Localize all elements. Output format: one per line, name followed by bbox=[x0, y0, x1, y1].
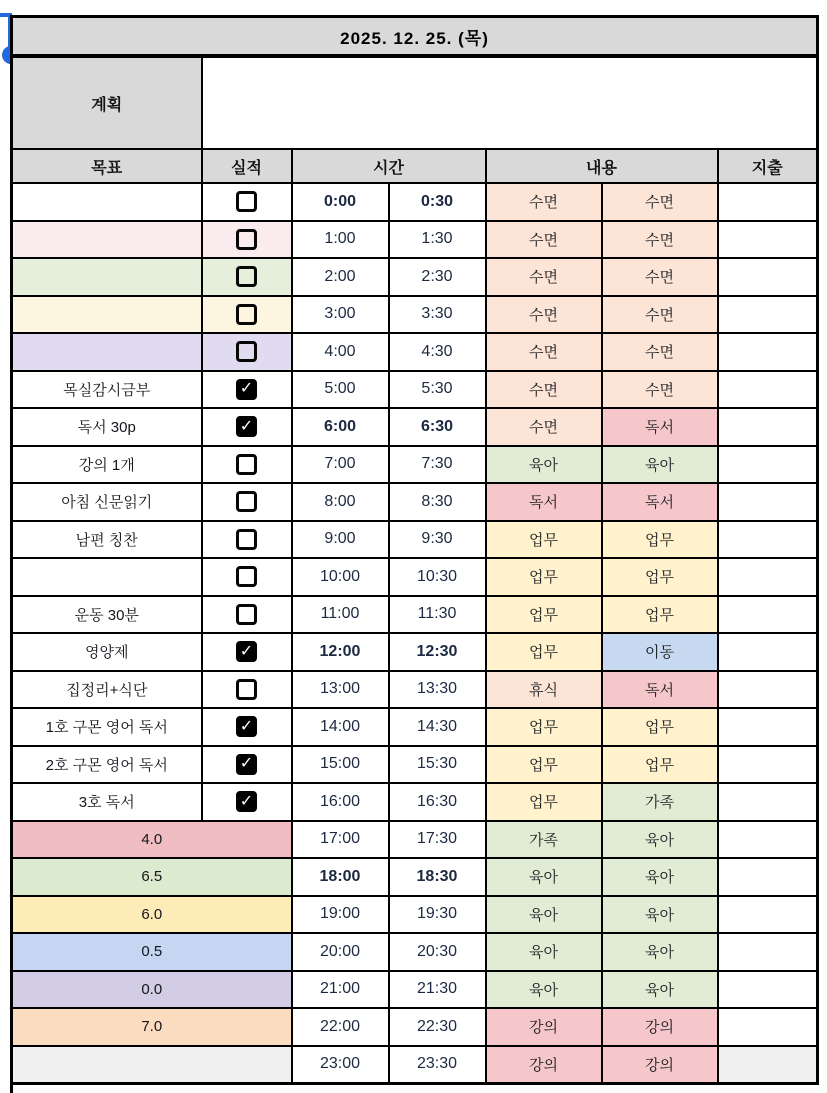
goal-summary-cell[interactable]: 6.0 bbox=[12, 896, 292, 934]
schedule-row bbox=[12, 408, 818, 446]
checkbox-cell[interactable] bbox=[202, 708, 292, 746]
time-cell[interactable]: 16:00 bbox=[292, 783, 389, 821]
time-cell[interactable]: 13:00 bbox=[292, 671, 389, 709]
time-cell[interactable]: 8:30 bbox=[389, 483, 486, 521]
time-cell[interactable]: 21:30 bbox=[389, 971, 486, 1009]
expense-cell[interactable] bbox=[718, 408, 818, 446]
checkbox-cell[interactable] bbox=[202, 671, 292, 709]
content-cell[interactable]: 업무 bbox=[486, 633, 602, 671]
content-cell[interactable]: 업무 bbox=[486, 783, 602, 821]
schedule-row bbox=[12, 746, 818, 784]
content-cell[interactable]: 업무 bbox=[486, 596, 602, 634]
checkbox-cell[interactable] bbox=[202, 746, 292, 784]
content-cell[interactable]: 육아 bbox=[486, 858, 602, 896]
content-cell[interactable]: 수면 bbox=[486, 296, 602, 334]
content-cell[interactable]: 수면 bbox=[602, 221, 718, 259]
goal-cell[interactable] bbox=[12, 221, 202, 259]
expense-cell[interactable] bbox=[718, 896, 818, 934]
time-cell[interactable]: 10:00 bbox=[292, 558, 389, 596]
time-cell[interactable]: 22:30 bbox=[389, 1008, 486, 1046]
content-cell[interactable]: 수면 bbox=[602, 183, 718, 221]
content-cell[interactable]: 수면 bbox=[486, 183, 602, 221]
content-cell[interactable]: 수면 bbox=[602, 333, 718, 371]
goal-cell[interactable]: 집정리+식단 bbox=[12, 671, 202, 709]
expense-cell[interactable] bbox=[718, 971, 818, 1009]
content-cell[interactable]: 강의 bbox=[486, 1046, 602, 1084]
time-cell[interactable]: 6:30 bbox=[389, 408, 486, 446]
schedule-row bbox=[12, 896, 818, 934]
schedule-row bbox=[12, 858, 818, 896]
time-cell[interactable]: 16:30 bbox=[389, 783, 486, 821]
schedule-row bbox=[12, 821, 818, 859]
time-cell[interactable]: 13:30 bbox=[389, 671, 486, 709]
checkbox-cell[interactable] bbox=[202, 258, 292, 296]
time-cell[interactable]: 8:00 bbox=[292, 483, 389, 521]
goal-summary-cell[interactable]: 0.0 bbox=[12, 971, 292, 1009]
checkbox-checked-icon[interactable]: ✓ bbox=[236, 379, 257, 400]
checkbox-checked-icon[interactable]: ✓ bbox=[236, 716, 257, 737]
time-cell[interactable]: 9:00 bbox=[292, 521, 389, 559]
time-cell[interactable]: 4:00 bbox=[292, 333, 389, 371]
schedule-row bbox=[12, 671, 818, 709]
content-cell[interactable]: 이동 bbox=[602, 633, 718, 671]
time-cell[interactable]: 23:00 bbox=[292, 1046, 389, 1084]
schedule-row bbox=[12, 446, 818, 484]
table-continuation-border bbox=[10, 1082, 13, 1093]
plan-label-cell[interactable]: 계획 bbox=[12, 56, 202, 149]
checkbox-cell[interactable] bbox=[202, 783, 292, 821]
checkbox-unchecked-icon[interactable] bbox=[236, 229, 257, 250]
checkbox-cell[interactable] bbox=[202, 371, 292, 409]
content-cell[interactable]: 수면 bbox=[486, 258, 602, 296]
schedule-row bbox=[12, 333, 818, 371]
content-cell[interactable]: 독서 bbox=[602, 408, 718, 446]
time-cell[interactable]: 0:30 bbox=[389, 183, 486, 221]
expense-cell[interactable] bbox=[718, 333, 818, 371]
expense-cell[interactable] bbox=[718, 858, 818, 896]
content-cell[interactable]: 육아 bbox=[602, 971, 718, 1009]
checkbox-cell[interactable] bbox=[202, 446, 292, 484]
time-cell[interactable]: 18:30 bbox=[389, 858, 486, 896]
expense-cell[interactable] bbox=[718, 371, 818, 409]
schedule-row bbox=[12, 971, 818, 1009]
time-cell[interactable]: 22:00 bbox=[292, 1008, 389, 1046]
content-cell[interactable]: 업무 bbox=[602, 521, 718, 559]
goal-summary-cell[interactable]: 0.5 bbox=[12, 933, 292, 971]
schedule-row bbox=[12, 371, 818, 409]
checkbox-checked-icon[interactable]: ✓ bbox=[236, 791, 257, 812]
schedule-row bbox=[12, 521, 818, 559]
checkbox-cell[interactable] bbox=[202, 408, 292, 446]
content-cell[interactable]: 업무 bbox=[486, 746, 602, 784]
expense-cell[interactable] bbox=[718, 1008, 818, 1046]
time-cell[interactable]: 7:30 bbox=[389, 446, 486, 484]
goal-cell[interactable]: 목실감시금부 bbox=[12, 371, 202, 409]
expense-cell[interactable] bbox=[718, 1046, 818, 1084]
goal-cell[interactable] bbox=[12, 296, 202, 334]
content-cell[interactable]: 독서 bbox=[602, 671, 718, 709]
goal-summary-cell[interactable]: 6.5 bbox=[12, 858, 292, 896]
time-cell[interactable]: 20:00 bbox=[292, 933, 389, 971]
checkbox-checked-icon[interactable]: ✓ bbox=[236, 641, 257, 662]
column-header-expense[interactable]: 지출 bbox=[718, 149, 818, 183]
checkbox-cell[interactable] bbox=[202, 333, 292, 371]
schedule-row bbox=[12, 558, 818, 596]
checkbox-unchecked-icon[interactable] bbox=[236, 341, 257, 362]
time-cell[interactable]: 18:00 bbox=[292, 858, 389, 896]
plan-row bbox=[12, 56, 818, 149]
content-cell[interactable]: 수면 bbox=[486, 371, 602, 409]
column-header-goal[interactable]: 목표 bbox=[12, 149, 202, 183]
content-cell[interactable]: 육아 bbox=[602, 933, 718, 971]
time-cell[interactable]: 2:00 bbox=[292, 258, 389, 296]
content-cell[interactable]: 육아 bbox=[486, 933, 602, 971]
content-cell[interactable]: 가족 bbox=[486, 821, 602, 859]
goal-cell[interactable] bbox=[12, 558, 202, 596]
content-cell[interactable]: 강의 bbox=[602, 1046, 718, 1084]
checkbox-cell[interactable] bbox=[202, 521, 292, 559]
time-cell[interactable]: 10:30 bbox=[389, 558, 486, 596]
schedule-row bbox=[12, 783, 818, 821]
checkbox-unchecked-icon[interactable] bbox=[236, 604, 257, 625]
checkbox-cell[interactable] bbox=[202, 558, 292, 596]
expense-cell[interactable] bbox=[718, 821, 818, 859]
content-cell[interactable]: 업무 bbox=[486, 558, 602, 596]
column-header-actual[interactable]: 실적 bbox=[202, 149, 292, 183]
content-cell[interactable]: 수면 bbox=[602, 296, 718, 334]
goal-summary-cell[interactable]: 4.0 bbox=[12, 821, 292, 859]
column-header-row bbox=[12, 149, 818, 183]
content-cell[interactable]: 가족 bbox=[602, 783, 718, 821]
checkbox-checked-icon[interactable]: ✓ bbox=[236, 754, 257, 775]
time-cell[interactable]: 3:30 bbox=[389, 296, 486, 334]
content-cell[interactable]: 육아 bbox=[602, 858, 718, 896]
goal-cell[interactable]: 운동 30분 bbox=[12, 596, 202, 634]
schedule-row bbox=[12, 708, 818, 746]
schedule-row bbox=[12, 296, 818, 334]
expense-cell[interactable] bbox=[718, 446, 818, 484]
expense-cell[interactable] bbox=[718, 596, 818, 634]
goal-summary-cell[interactable] bbox=[12, 1046, 292, 1084]
schedule-row bbox=[12, 1046, 818, 1084]
goal-cell[interactable] bbox=[12, 183, 202, 221]
checkbox-unchecked-icon[interactable] bbox=[236, 679, 257, 700]
schedule-row bbox=[12, 633, 818, 671]
content-cell[interactable]: 수면 bbox=[602, 258, 718, 296]
schedule-row bbox=[12, 183, 818, 221]
time-cell[interactable]: 3:00 bbox=[292, 296, 389, 334]
expense-cell[interactable] bbox=[718, 783, 818, 821]
expense-cell[interactable] bbox=[718, 521, 818, 559]
checkbox-unchecked-icon[interactable] bbox=[236, 304, 257, 325]
column-header-time[interactable]: 시간 bbox=[292, 149, 486, 183]
expense-cell[interactable] bbox=[718, 296, 818, 334]
content-cell[interactable]: 수면 bbox=[486, 408, 602, 446]
content-cell[interactable]: 육아 bbox=[602, 821, 718, 859]
content-cell[interactable]: 육아 bbox=[602, 446, 718, 484]
goal-cell[interactable]: 남편 칭찬 bbox=[12, 521, 202, 559]
time-cell[interactable]: 9:30 bbox=[389, 521, 486, 559]
schedule-row bbox=[12, 933, 818, 971]
time-cell[interactable]: 2:30 bbox=[389, 258, 486, 296]
time-cell[interactable]: 1:30 bbox=[389, 221, 486, 259]
checkbox-cell[interactable] bbox=[202, 596, 292, 634]
goal-cell[interactable]: 강의 1개 bbox=[12, 446, 202, 484]
expense-cell[interactable] bbox=[718, 483, 818, 521]
schedule-row bbox=[12, 1008, 818, 1046]
time-cell[interactable]: 19:00 bbox=[292, 896, 389, 934]
expense-cell[interactable] bbox=[718, 933, 818, 971]
plan-content-cell[interactable] bbox=[202, 56, 818, 149]
content-cell[interactable]: 육아 bbox=[602, 896, 718, 934]
content-cell[interactable]: 독서 bbox=[602, 483, 718, 521]
content-cell[interactable]: 육아 bbox=[486, 446, 602, 484]
schedule-row bbox=[12, 258, 818, 296]
checkbox-unchecked-icon[interactable] bbox=[236, 454, 257, 475]
content-cell[interactable]: 강의 bbox=[486, 1008, 602, 1046]
goal-cell[interactable]: 1호 구몬 영어 독서 bbox=[12, 708, 202, 746]
content-cell[interactable]: 업무 bbox=[602, 746, 718, 784]
goal-cell[interactable]: 독서 30p bbox=[12, 408, 202, 446]
goal-cell[interactable]: 3호 독서 bbox=[12, 783, 202, 821]
goal-cell[interactable]: 영양제 bbox=[12, 633, 202, 671]
checkbox-checked-icon[interactable]: ✓ bbox=[236, 416, 257, 437]
checkbox-unchecked-icon[interactable] bbox=[236, 566, 257, 587]
time-cell[interactable]: 20:30 bbox=[389, 933, 486, 971]
checkbox-unchecked-icon[interactable] bbox=[236, 529, 257, 550]
time-cell[interactable]: 11:00 bbox=[292, 596, 389, 634]
time-cell[interactable]: 1:00 bbox=[292, 221, 389, 259]
time-cell[interactable]: 5:30 bbox=[389, 371, 486, 409]
content-cell[interactable]: 휴식 bbox=[486, 671, 602, 709]
goal-cell[interactable]: 아침 신문읽기 bbox=[12, 483, 202, 521]
date-header-cell[interactable]: 2025. 12. 25. (목) bbox=[12, 17, 818, 57]
time-cell[interactable]: 23:30 bbox=[389, 1046, 486, 1084]
content-cell[interactable]: 수면 bbox=[486, 221, 602, 259]
content-cell[interactable]: 수면 bbox=[486, 333, 602, 371]
schedule-row bbox=[12, 596, 818, 634]
expense-cell[interactable] bbox=[718, 258, 818, 296]
expense-cell[interactable] bbox=[718, 183, 818, 221]
checkbox-cell[interactable] bbox=[202, 183, 292, 221]
content-cell[interactable]: 육아 bbox=[486, 896, 602, 934]
column-header-content[interactable]: 내용 bbox=[486, 149, 718, 183]
content-cell[interactable]: 업무 bbox=[486, 708, 602, 746]
time-cell[interactable]: 17:30 bbox=[389, 821, 486, 859]
time-cell[interactable]: 6:00 bbox=[292, 408, 389, 446]
expense-cell[interactable] bbox=[718, 671, 818, 709]
expense-cell[interactable] bbox=[718, 558, 818, 596]
expense-cell[interactable] bbox=[718, 633, 818, 671]
content-cell[interactable]: 강의 bbox=[602, 1008, 718, 1046]
checkbox-unchecked-icon[interactable] bbox=[236, 491, 257, 512]
expense-cell[interactable] bbox=[718, 708, 818, 746]
schedule-row bbox=[12, 483, 818, 521]
time-cell[interactable]: 15:00 bbox=[292, 746, 389, 784]
goal-cell[interactable] bbox=[12, 258, 202, 296]
content-cell[interactable]: 업무 bbox=[602, 708, 718, 746]
time-cell[interactable]: 21:00 bbox=[292, 971, 389, 1009]
time-cell[interactable]: 7:00 bbox=[292, 446, 389, 484]
time-cell[interactable]: 14:30 bbox=[389, 708, 486, 746]
expense-cell[interactable] bbox=[718, 221, 818, 259]
content-cell[interactable]: 육아 bbox=[486, 971, 602, 1009]
time-cell[interactable]: 5:00 bbox=[292, 371, 389, 409]
goal-summary-cell[interactable]: 7.0 bbox=[12, 1008, 292, 1046]
checkbox-unchecked-icon[interactable] bbox=[236, 266, 257, 287]
daily-planner-table bbox=[10, 15, 819, 1085]
time-cell[interactable]: 4:30 bbox=[389, 333, 486, 371]
time-cell[interactable]: 12:30 bbox=[389, 633, 486, 671]
time-cell[interactable]: 14:00 bbox=[292, 708, 389, 746]
date-row bbox=[12, 17, 818, 57]
goal-cell[interactable] bbox=[12, 333, 202, 371]
content-cell[interactable]: 업무 bbox=[602, 558, 718, 596]
time-cell[interactable]: 17:00 bbox=[292, 821, 389, 859]
checkbox-cell[interactable] bbox=[202, 296, 292, 334]
content-cell[interactable]: 업무 bbox=[486, 521, 602, 559]
goal-cell[interactable]: 2호 구몬 영어 독서 bbox=[12, 746, 202, 784]
checkbox-cell[interactable] bbox=[202, 221, 292, 259]
time-cell[interactable]: 12:00 bbox=[292, 633, 389, 671]
content-cell[interactable]: 업무 bbox=[602, 596, 718, 634]
time-cell[interactable]: 15:30 bbox=[389, 746, 486, 784]
schedule-row bbox=[12, 221, 818, 259]
checkbox-cell[interactable] bbox=[202, 633, 292, 671]
expense-cell[interactable] bbox=[718, 746, 818, 784]
checkbox-unchecked-icon[interactable] bbox=[236, 191, 257, 212]
time-cell[interactable]: 0:00 bbox=[292, 183, 389, 221]
time-cell[interactable]: 11:30 bbox=[389, 596, 486, 634]
time-cell[interactable]: 19:30 bbox=[389, 896, 486, 934]
content-cell[interactable]: 수면 bbox=[602, 371, 718, 409]
checkbox-cell[interactable] bbox=[202, 483, 292, 521]
content-cell[interactable]: 독서 bbox=[486, 483, 602, 521]
